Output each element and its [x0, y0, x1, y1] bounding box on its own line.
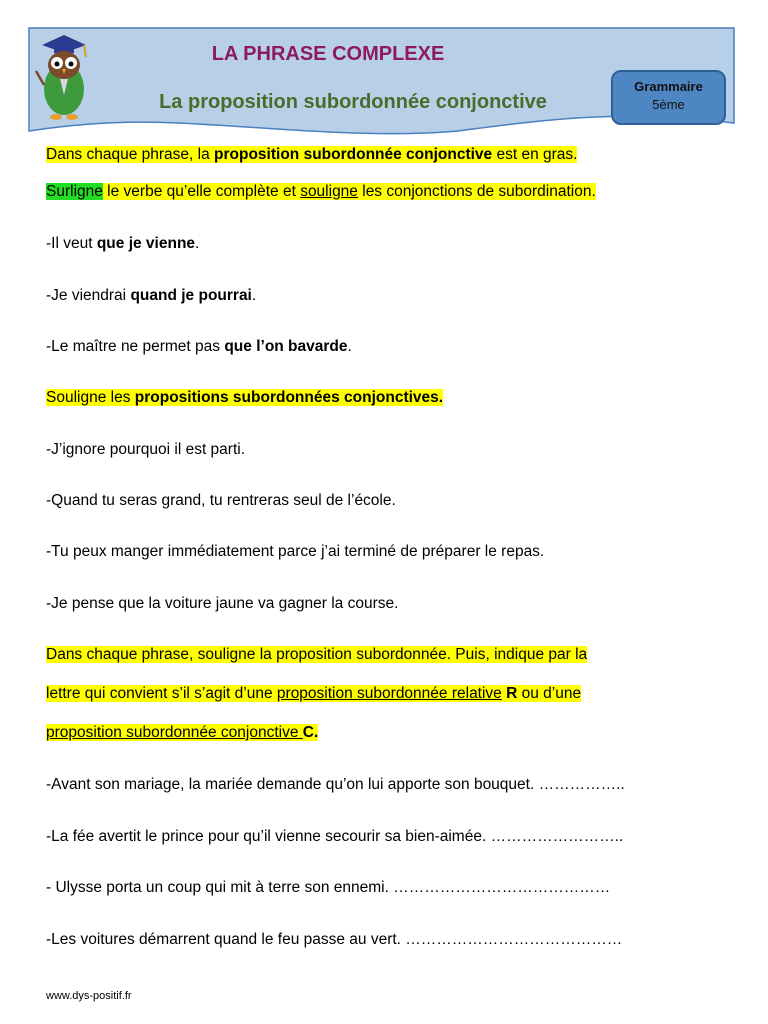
- ex1-intro-bold: proposition subordonnée conjonctive: [214, 146, 493, 163]
- ex1-sentence: [46, 286, 256, 306]
- ex1-instr-end: les conjonctions de subordination.: [357, 183, 596, 200]
- ex2-intro-text: Souligne les: [46, 389, 135, 406]
- badge-level: 5ème: [652, 97, 685, 112]
- ex1-instr-surligne: Surligne: [46, 183, 103, 200]
- ex3-line2-text: lettre qui convient s’il s’agit d’une: [46, 685, 277, 702]
- sentence-end: .: [251, 287, 257, 304]
- ex1-sentence: [46, 337, 352, 357]
- ex3-sentence: -Les voitures démarrent quand le feu passe au vert. ……………………………………: [46, 931, 623, 948]
- footer-url: www.dys-positif.fr: [46, 990, 132, 1002]
- ex3-intro-line1: [46, 645, 587, 665]
- sentence-end: .: [347, 338, 352, 355]
- ex3-sentence: - Ulysse porta un coup qui mit à terre son ennemi. ……………………………………: [46, 879, 611, 896]
- sentence-bold: que l’on bavarde: [224, 338, 348, 355]
- ex3-letter-r: R: [506, 685, 518, 702]
- ex3-conjonctive-label: proposition subordonnée conjonctive: [46, 724, 303, 741]
- level-badge: [611, 70, 726, 125]
- sentence-text: -Le maître ne permet pas: [46, 338, 225, 355]
- page-title: LA PHRASE COMPLEXE: [211, 43, 445, 65]
- badge-subject: Grammaire: [634, 79, 703, 94]
- ex3-intro-line3: [46, 723, 318, 743]
- sentence-end: .: [195, 235, 200, 252]
- ex3-line1-text: Dans chaque phrase, souligne la proposition subordonnée. Puis, indique par la: [46, 646, 588, 663]
- ex3-letter-c: C.: [302, 724, 319, 741]
- ex2-intro: [46, 388, 443, 408]
- ex1-intro-end: est en gras.: [492, 146, 578, 163]
- ex2-sentence: -Quand tu seras grand, tu rentreras seul de l’école.: [46, 492, 396, 509]
- ex2-intro-bold: propositions subordonnées conjonctives.: [134, 389, 444, 406]
- sentence-text: -Il veut: [46, 235, 97, 252]
- ex1-intro: [46, 145, 577, 165]
- sentence-bold: quand je pourrai: [130, 287, 252, 304]
- ex1-instr-souligne: souligne: [300, 183, 358, 200]
- ex3-line2-end: ou d’une: [517, 685, 582, 702]
- ex3-relative-label: proposition subordonnée relative: [276, 685, 502, 702]
- ex3-sentence: -Avant son mariage, la mariée demande qu’on lui apporte son bouquet. ……………..: [46, 776, 625, 793]
- ex2-sentence: -Tu peux manger immédiatement parce j’ai terminé de préparer le repas.: [46, 543, 545, 560]
- header-banner: [28, 27, 735, 135]
- sentence-text: -Je viendrai: [46, 287, 131, 304]
- ex1-sentence: [46, 234, 199, 254]
- ex2-sentence: -Je pense que la voiture jaune va gagner la course.: [46, 595, 399, 612]
- ex3-sentence: -La fée avertit le prince pour qu’il vienne secourir sa bien-aimée. ……………………..: [46, 828, 624, 845]
- sentence-bold: que je vienne: [96, 235, 196, 252]
- ex1-intro-text: Dans chaque phrase, la: [46, 146, 215, 163]
- ex3-intro-line2: [46, 684, 581, 704]
- ex2-sentence: -J’ignore pourquoi il est parti.: [46, 441, 246, 458]
- page-subtitle: La proposition subordonnée conjonctive: [159, 91, 547, 113]
- ex1-instruction: [46, 182, 596, 202]
- ex1-instr-text: le verbe qu’elle complète et: [102, 183, 301, 200]
